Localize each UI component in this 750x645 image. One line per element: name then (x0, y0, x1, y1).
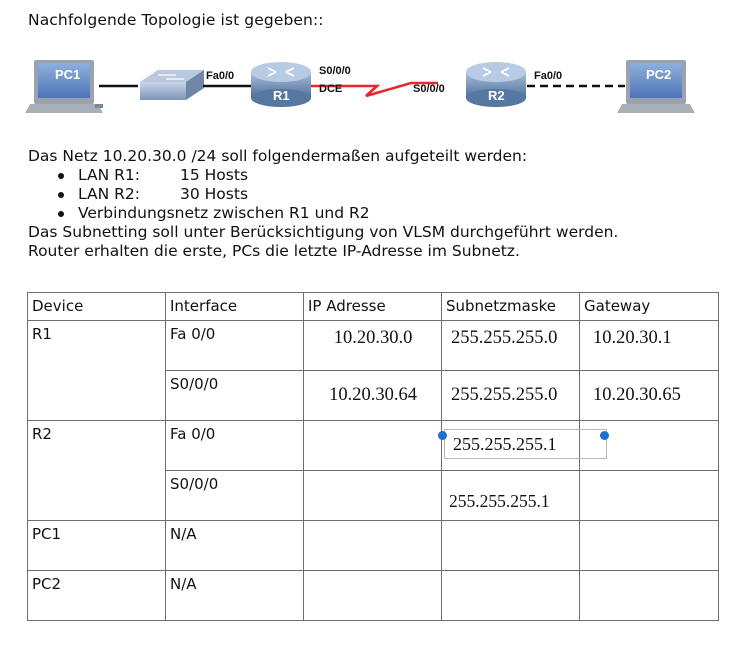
requirements-list (28, 166, 618, 223)
selected-text-box[interactable] (442, 421, 579, 470)
description-intro: Das Netz 10.20.30.0 /24 soll folgendermaßen aufgeteilt werden: (28, 147, 528, 165)
cell-mask[interactable] (442, 521, 580, 571)
list-item-key: LAN R2: (78, 185, 140, 203)
cell-interface[interactable]: S0/0/0 (166, 371, 304, 421)
cell-device[interactable]: PC2 (28, 571, 166, 621)
cell-device[interactable]: R2 (28, 421, 166, 521)
cell-ip[interactable] (304, 521, 442, 571)
cell-ip[interactable] (304, 571, 442, 621)
list-item-key: Verbindungsnetz zwischen R1 und R2 (78, 204, 370, 222)
header-gateway: Gateway (580, 293, 719, 321)
cell-ip[interactable] (304, 471, 442, 521)
table-row (28, 571, 719, 621)
r1-fa-label: Fa0/0 (206, 70, 235, 82)
mask-value: 255.255.255.0 (451, 385, 558, 405)
cell-ip[interactable] (304, 321, 442, 371)
cell-mask[interactable] (442, 421, 580, 471)
cell-gateway[interactable] (580, 471, 719, 521)
header-interface: Interface (166, 293, 304, 321)
addressing-table (27, 292, 719, 621)
network-topology-diagram (0, 0, 750, 125)
table-row (28, 521, 719, 571)
task-description (28, 147, 618, 261)
cell-ip[interactable] (304, 371, 442, 421)
description-addressing: Router erhalten die erste, PCs die letzte IP-Adresse im Subnetz. (28, 242, 520, 260)
list-item-value: 30 Hosts (180, 185, 249, 203)
cell-gateway[interactable] (580, 571, 719, 621)
mask-value: 255.255.255.1 (449, 491, 550, 511)
cell-ip[interactable] (304, 421, 442, 471)
page-heading: Nachfolgende Topologie ist gegeben:: (28, 11, 324, 29)
r1-serial-label: S0/0/0 (319, 65, 351, 77)
mask-value: 255.255.255.1 (453, 434, 557, 454)
list-item (58, 185, 618, 204)
cell-gateway[interactable] (580, 521, 719, 571)
ip-value: 10.20.30.64 (329, 385, 417, 405)
table-header-row (28, 293, 719, 321)
resize-handle-left[interactable] (438, 431, 447, 440)
cell-device[interactable]: PC1 (28, 521, 166, 571)
cell-interface[interactable]: N/A (166, 521, 304, 571)
header-mask: Subnetzmaske (442, 293, 580, 321)
switch-icon (140, 70, 204, 100)
pc1-label: PC1 (55, 67, 81, 82)
cell-interface[interactable]: Fa 0/0 (166, 421, 304, 471)
r2-label: R2 (488, 88, 505, 103)
cell-mask[interactable] (442, 371, 580, 421)
table-row (28, 421, 719, 471)
table-row (28, 321, 719, 371)
cell-device[interactable]: R1 (28, 321, 166, 421)
gateway-value: 10.20.30.65 (593, 385, 681, 405)
mask-value: 255.255.255.0 (451, 328, 558, 348)
list-item-key: LAN R1: (78, 166, 140, 184)
cell-gateway[interactable] (580, 371, 719, 421)
cell-interface[interactable]: Fa 0/0 (166, 321, 304, 371)
text-box-frame[interactable] (444, 429, 607, 459)
resize-handle-right[interactable] (600, 431, 609, 440)
header-ip: IP Adresse (304, 293, 442, 321)
cell-mask[interactable] (442, 571, 580, 621)
cell-interface[interactable]: N/A (166, 571, 304, 621)
cell-interface[interactable]: S0/0/0 (166, 471, 304, 521)
list-item (58, 166, 618, 185)
cell-mask[interactable] (442, 471, 580, 521)
header-device: Device (28, 293, 166, 321)
r2-fa-label: Fa0/0 (534, 70, 563, 82)
list-item (58, 204, 618, 223)
r1-dce-label: DCE (319, 83, 343, 95)
pc2-label: PC2 (646, 67, 672, 82)
description-vlsm: Das Subnetting soll unter Berücksichtigung von VLSM durchgeführt werden. (28, 223, 619, 241)
gateway-value: 10.20.30.1 (593, 328, 672, 348)
ip-value: 10.20.30.0 (333, 328, 413, 348)
cell-mask[interactable] (442, 321, 580, 371)
r2-serial-label: S0/0/0 (413, 83, 445, 95)
cell-gateway[interactable] (580, 321, 719, 371)
list-item-value: 15 Hosts (180, 166, 249, 184)
r1-label: R1 (273, 88, 290, 103)
